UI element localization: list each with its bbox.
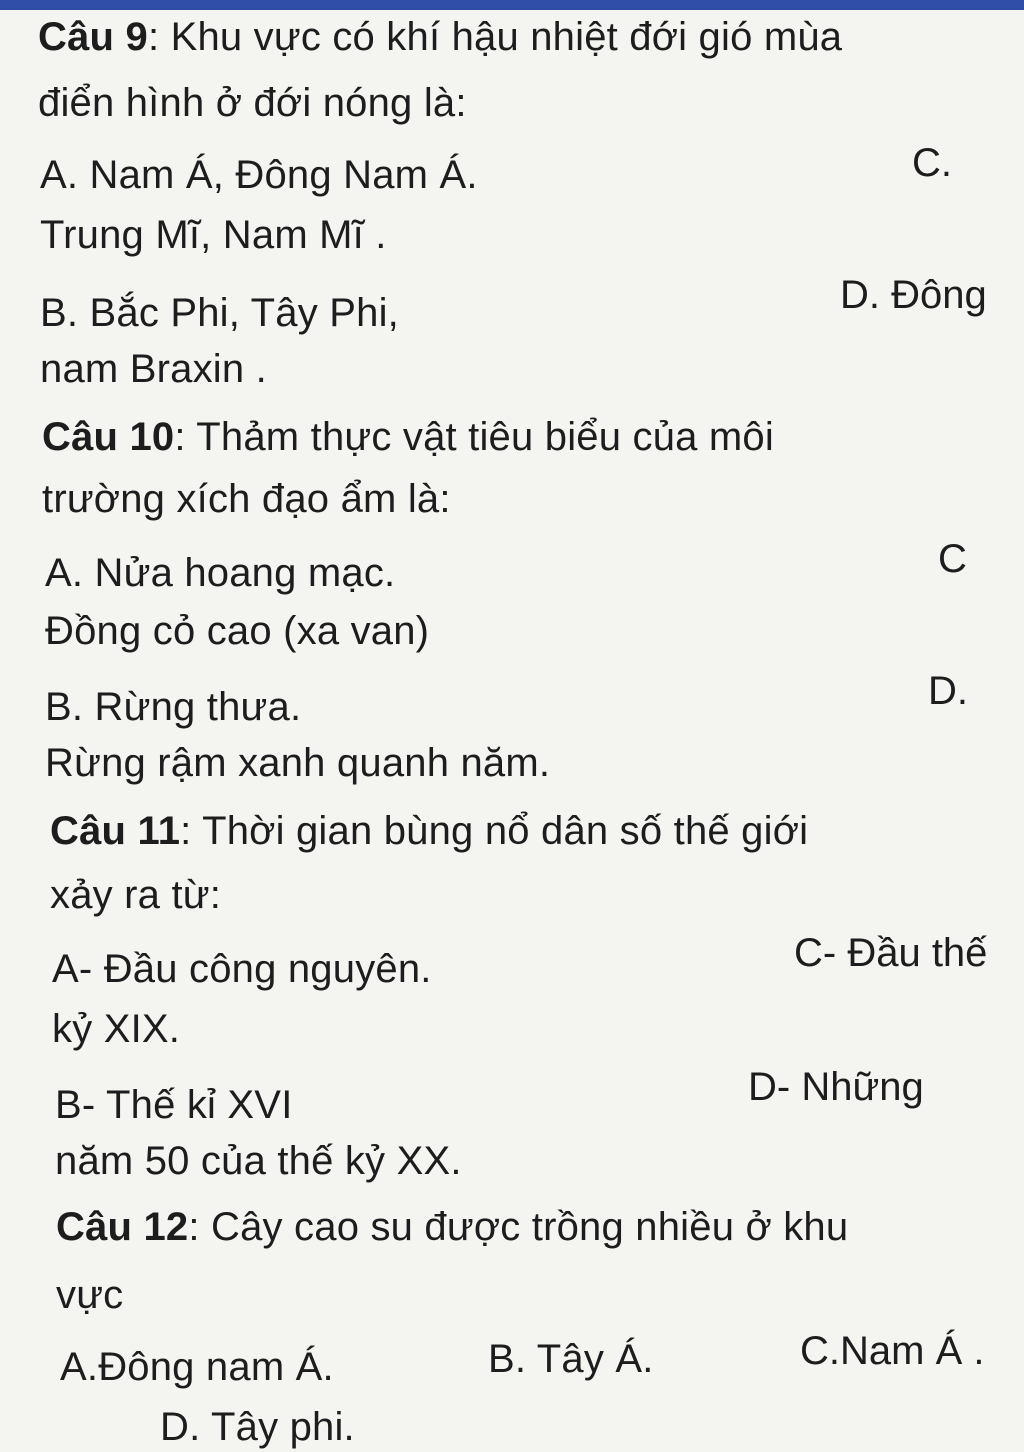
question-10-stem-line-1: [42, 412, 774, 462]
question-10-option-d-tail: Rừng rậm xanh quanh năm.: [45, 741, 551, 785]
question-9-option-a: A. Nam Á, Đông Nam Á.: [40, 153, 478, 197]
question-9-stem-line-1: [38, 12, 842, 62]
question-12-option-d: D. Tây phi.: [160, 1405, 355, 1449]
question-11-option-b: B- Thế kỉ XVI: [55, 1083, 293, 1127]
question-10-stem-text: : Thảm thực vật tiêu biểu của môi: [174, 415, 774, 459]
question-11-stem-line-2: xảy ra từ:: [50, 873, 222, 917]
question-10-option-d-head: D.: [928, 669, 968, 713]
question-12-stem-line-1: [56, 1202, 848, 1252]
question-11-label: Câu 11: [50, 809, 181, 853]
question-9-option-d-tail: nam Braxin .: [40, 347, 267, 391]
question-11-option-c-head: C- Đầu thế: [794, 931, 988, 975]
question-11-stem-text: : Thời gian bùng nổ dân số thế giới: [180, 809, 809, 853]
top-border: [0, 0, 1024, 10]
question-9-label: Câu 9: [38, 15, 148, 59]
question-11-option-d-head: D- Những: [748, 1065, 924, 1109]
question-10-option-a: A. Nửa hoang mạc.: [45, 551, 396, 595]
question-11-option-d-tail: năm 50 của thế kỷ XX.: [55, 1139, 462, 1183]
question-9-stem-text: : Khu vực có khí hậu nhiệt đới gió mùa: [147, 15, 843, 59]
question-12-stem-text: : Cây cao su được trồng nhiều ở khu: [188, 1205, 849, 1249]
question-12-option-b: B. Tây Á.: [488, 1337, 654, 1381]
question-12-option-c: C.Nam Á .: [800, 1329, 985, 1373]
question-10-stem-line-2: trường xích đạo ẩm là:: [42, 477, 451, 521]
question-9-option-c-tail: Trung Mĩ, Nam Mĩ .: [40, 213, 387, 257]
question-10-option-c-head: C: [938, 537, 967, 581]
question-11-stem-line-1: [50, 806, 808, 856]
question-11-option-c-tail: kỷ XIX.: [52, 1007, 181, 1051]
question-9-option-d-head: D. Đông: [840, 273, 987, 317]
question-9-stem-line-2: điển hình ở đới nóng là:: [38, 81, 467, 125]
question-10-label: Câu 10: [42, 415, 175, 459]
question-12-option-a: A.Đông nam Á.: [60, 1345, 334, 1389]
question-12-stem-line-2: vực: [56, 1273, 124, 1317]
question-9-option-c-head: C.: [912, 141, 952, 185]
question-11-option-a: A- Đầu công nguyên.: [52, 947, 432, 991]
question-9-option-b: B. Bắc Phi, Tây Phi,: [40, 291, 399, 335]
question-10-option-c-tail: Đồng cỏ cao (xa van): [45, 609, 430, 653]
question-12-label: Câu 12: [56, 1205, 189, 1249]
question-10-option-b: B. Rừng thưa.: [45, 685, 302, 729]
